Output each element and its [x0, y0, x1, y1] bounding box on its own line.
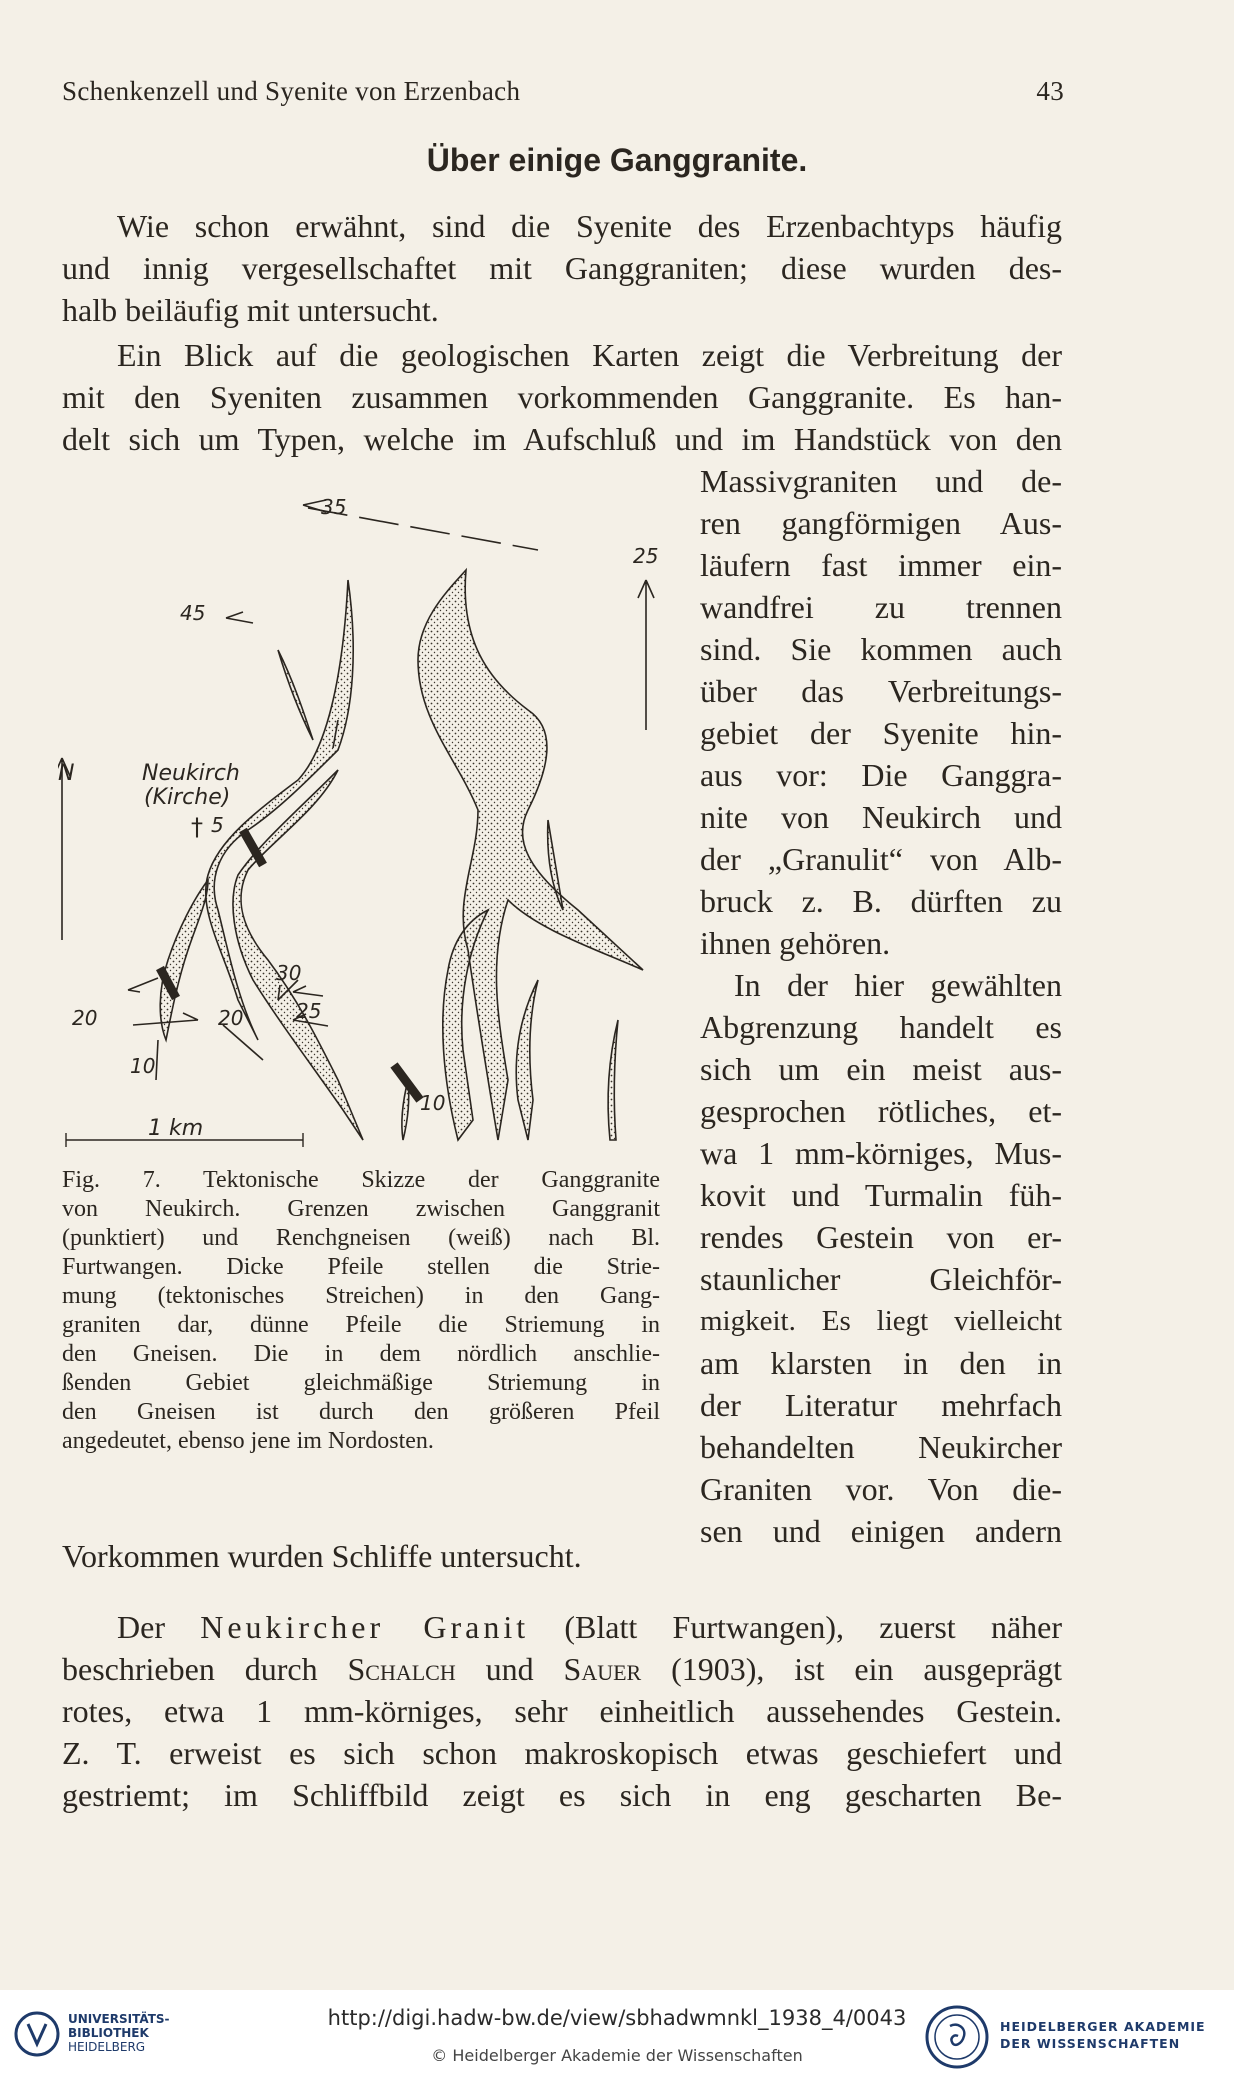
text-line: wandfrei zu trennen [700, 589, 1062, 625]
dip-label: 10 [420, 1091, 446, 1115]
text-line: kovit und Turmalin füh- [700, 1177, 1062, 1213]
page-number: 43 [1036, 76, 1064, 106]
digitization-footer [0, 1990, 1234, 2082]
dike-south-2 [608, 1020, 618, 1140]
caption-line: Furtwangen. Dicke Pfeile stellen die Strie- [62, 1254, 660, 1280]
emphasis-spaced: Neukircher Granit [200, 1609, 530, 1645]
text-line: behandelten Neukircher [700, 1429, 1062, 1465]
text-line: gesprochen rötliches, et- [700, 1093, 1062, 1129]
dip-label: 20 [218, 1006, 244, 1030]
caption-line: von Neukirch. Grenzen zwischen Ganggranit [62, 1196, 660, 1222]
text-line: In der hier gewählten [734, 967, 1062, 1003]
dip-label: 45 [180, 601, 206, 625]
caption-line: den Gneisen. Die in dem nördlich anschlie- [62, 1341, 660, 1367]
text-line: gebiet der Syenite hin- [700, 715, 1062, 751]
text-line: Z. T. erweist es sich schon makroskopisch etwas geschiefert und [62, 1735, 1062, 1771]
text-line: ren gangförmigen Aus- [700, 505, 1062, 541]
caption-line: den Gneisen ist durch den größeren Pfeil [62, 1399, 660, 1425]
dip-label: 5 [211, 813, 224, 837]
text-line: sich um ein meist aus- [700, 1051, 1062, 1087]
text-line: am klarsten in den in [700, 1345, 1062, 1381]
dike-sw [160, 880, 208, 1040]
text-line: halb beiläufig mit untersucht. [62, 292, 439, 328]
paragraph-2-column [700, 460, 1062, 964]
logo-text-line: UNIVERSITÄTS- [68, 2012, 170, 2026]
text-line: wa 1 mm-körniges, Mus- [700, 1135, 1062, 1171]
text-line: mit den Syeniten zusammen vorkommenden Ganggranite. Es han- [62, 379, 1062, 415]
academy-seal-icon [924, 2004, 990, 2070]
text-line: bruck z. B. dürften zu [700, 883, 1062, 919]
text-line: gestriemt; im Schliffbild zeigt es sich in eng gescharten Be- [62, 1777, 1062, 1813]
logo-text-line: DER WISSENSCHAFTEN [1000, 2036, 1181, 2051]
paragraph-3-column [700, 964, 1062, 1552]
caption-line: ßenden Gebiet gleichmäßige Striemung in [62, 1370, 660, 1396]
text-line: rendes Gestein von er- [700, 1219, 1062, 1255]
author-name: Sauer [563, 1651, 642, 1687]
author-name: Schalch [347, 1651, 456, 1687]
caption-line: mung (tektonisches Streichen) in den Gang- [62, 1283, 660, 1309]
text-line: Der Neukircher Granit (Blatt Furtwangen), zuerst näher [117, 1609, 1062, 1645]
text-line: der Literatur mehrfach [700, 1387, 1062, 1423]
academy-logo [924, 2004, 1214, 2070]
dip-label: 10 [130, 1054, 156, 1078]
granite-dikes [160, 570, 643, 1140]
running-head-title: Schenkenzell und Syenite von Erzenbach [62, 76, 521, 106]
paragraph-2 [62, 334, 1062, 460]
logo-text-line: HEIDELBERGER AKADEMIE [1000, 2019, 1206, 2034]
text-line: Vorkommen wurden Schliffe untersucht. [62, 1538, 582, 1574]
text-line: aus vor: Die Ganggra- [700, 757, 1062, 793]
text-line: sind. Sie kommen auch [700, 631, 1062, 667]
paragraph-3-end [62, 1535, 702, 1577]
dip-label: 35 [321, 495, 347, 519]
dip-label: 25 [633, 544, 659, 568]
logo-text-line: BIBLIOTHEK [68, 2026, 149, 2040]
place-label: Neukirch [142, 761, 240, 786]
paragraph-1 [62, 205, 1062, 331]
dip-label: 30 [276, 961, 302, 985]
caption-line: (punktiert) und Renchgneisen (weiß) nach Bl. [62, 1225, 660, 1251]
text-line: Massivgraniten und de- [700, 463, 1062, 499]
copyright-notice: © Heidelberger Akademie der Wissenschaften [431, 2046, 803, 2065]
text-line: über das Verbreitungs- [700, 673, 1062, 709]
figure-caption [62, 1166, 660, 1456]
figure-7-tectonic-sketch [58, 480, 668, 1160]
source-url-link[interactable]: http://digi.hadw-bw.de/view/sbhadwmnkl_1938_4/0043 [327, 2006, 907, 2030]
dike-nw [278, 650, 313, 740]
text-line: delt sich um Typen, welche im Aufschluß und im Handstück von den [62, 421, 1062, 457]
text-line: Wie schon erwähnt, sind die Syenite des Erzenbachtyps häufig [117, 208, 1062, 244]
text-line: läufern fast immer ein- [700, 547, 1062, 583]
paragraph-4 [62, 1606, 1062, 1816]
text-line: migkeit. Es liegt vielleicht [700, 1305, 1062, 1337]
logo-text-line: HEIDELBERG [68, 2040, 146, 2054]
caption-line: graniten dar, dünne Pfeile die Striemung in [62, 1312, 660, 1338]
text-line: rotes, etwa 1 mm-körniges, sehr einheitlich aussehendes Gestein. [62, 1693, 1062, 1729]
text-line: sen und einigen andern [700, 1513, 1062, 1549]
text-line: und innig vergesellschaftet mit Ganggraniten; diese wurden des- [62, 250, 1062, 286]
north-label: N [58, 761, 75, 786]
caption-line: Fig. 7. Tektonische Skizze der Ganggranite [62, 1167, 660, 1193]
caption-line: angedeutet, ebenso jene im Nordosten. [62, 1428, 434, 1454]
dike-south-1 [516, 980, 538, 1140]
dip-label: 20 [72, 1006, 98, 1030]
text-line: ihnen gehören. [700, 925, 891, 961]
section-title: Über einige Ganggranite. [426, 142, 808, 178]
text-line: der „Granulit“ von Alb- [700, 841, 1062, 877]
text-line: Abgrenzung handelt es [700, 1009, 1062, 1045]
text-line: Ein Blick auf die geologischen Karten zeigt die Verbreitung der [117, 337, 1062, 373]
church-symbol: † [191, 813, 203, 841]
dip-label: 25 [296, 999, 322, 1023]
place-label-2: (Kirche) [144, 785, 231, 810]
text-line: beschrieben durch Schalch und Sauer (1903), ist ein ausgeprägt [62, 1651, 1063, 1687]
text-line: nite von Neukirch und [700, 799, 1062, 835]
scale-label: 1 km [148, 1116, 204, 1141]
text-line: Graniten vor. Von die- [700, 1471, 1062, 1507]
tectonic-map [58, 480, 668, 1160]
text-line: staunlicher Gleichför- [700, 1261, 1062, 1297]
